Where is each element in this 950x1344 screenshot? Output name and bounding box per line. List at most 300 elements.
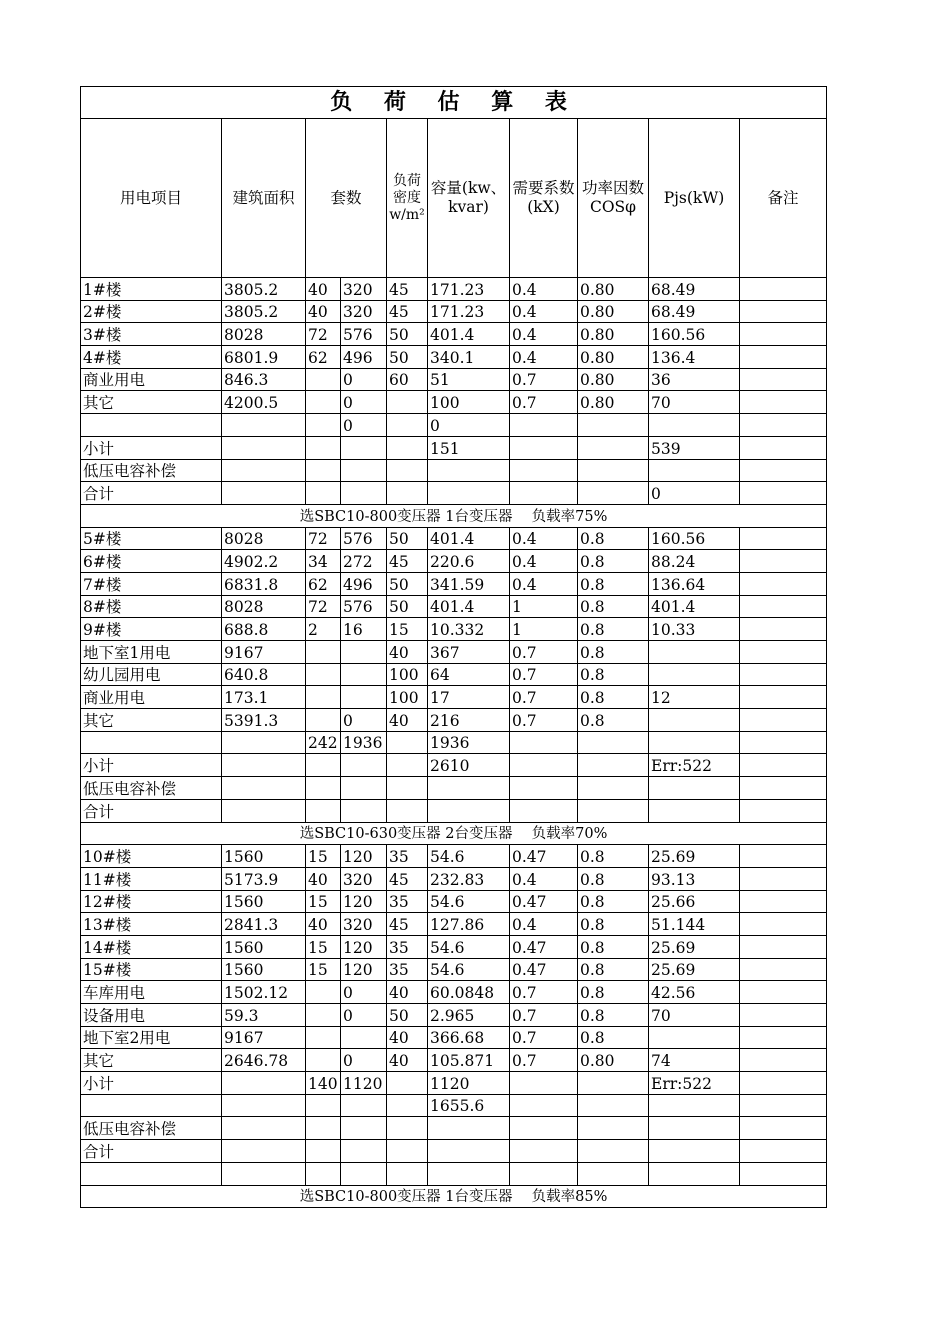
cell-sets-b: 320	[341, 867, 387, 890]
cell-density: 50	[387, 572, 428, 595]
cell-pjs: 68.49	[649, 300, 740, 323]
cell-pjs	[649, 641, 740, 664]
cell-capacity: 401.4	[428, 527, 510, 550]
cell-demand	[510, 754, 578, 777]
cell-demand: 0.47	[510, 958, 578, 981]
cell-sets-a	[306, 1140, 341, 1163]
cell-pf: 0.8	[578, 958, 649, 981]
cell-remark	[740, 1026, 827, 1049]
cell-capacity: 100	[428, 391, 510, 414]
cell-area: 8028	[222, 323, 306, 346]
cell-area: 688.8	[222, 618, 306, 641]
cell-sets-b	[341, 459, 387, 482]
cell-remark	[740, 754, 827, 777]
cell-pf: 0.80	[578, 278, 649, 301]
cell-pf: 0.8	[578, 618, 649, 641]
cell-area: 4200.5	[222, 391, 306, 414]
cell-remark	[740, 550, 827, 573]
cell-sets-a: 15	[306, 845, 341, 868]
cell-pjs: 136.4	[649, 346, 740, 369]
cell-sets-b	[341, 1162, 387, 1185]
cell-remark	[740, 1049, 827, 1072]
cell-capacity: 54.6	[428, 890, 510, 913]
cell-remark	[740, 686, 827, 709]
cell-sets-a: 40	[306, 278, 341, 301]
cell-item: 商业用电	[81, 686, 222, 709]
cell-density	[387, 1117, 428, 1140]
cell-remark	[740, 368, 827, 391]
cell-demand: 0.7	[510, 391, 578, 414]
cell-sets-a: 40	[306, 300, 341, 323]
cell-density: 45	[387, 913, 428, 936]
cell-sets-b: 496	[341, 572, 387, 595]
cell-item: 合计	[81, 1140, 222, 1163]
cell-pjs	[649, 1026, 740, 1049]
table-row	[81, 1140, 827, 1163]
cell-item: 8#楼	[81, 595, 222, 618]
table-row	[81, 1162, 827, 1185]
cell-capacity: 216	[428, 709, 510, 732]
cell-item	[81, 414, 222, 437]
cell-capacity: 2610	[428, 754, 510, 777]
cell-pjs: 42.56	[649, 981, 740, 1004]
table-row	[81, 754, 827, 777]
cell-capacity: 54.6	[428, 845, 510, 868]
cell-remark	[740, 1072, 827, 1095]
transformer-summary: 选SBC10-800变压器 1台变压器 负载率85%	[81, 1185, 827, 1208]
cell-capacity	[428, 799, 510, 822]
cell-density: 50	[387, 346, 428, 369]
cell-pf: 0.8	[578, 527, 649, 550]
table-row	[81, 323, 827, 346]
cell-pjs: 70	[649, 391, 740, 414]
cell-demand	[510, 436, 578, 459]
cell-demand: 0.47	[510, 890, 578, 913]
cell-sets-b	[341, 1140, 387, 1163]
cell-item: 车库用电	[81, 981, 222, 1004]
cell-density: 40	[387, 641, 428, 664]
cell-sets-b	[341, 799, 387, 822]
cell-pf	[578, 482, 649, 505]
cell-sets-a	[306, 686, 341, 709]
cell-demand: 0.4	[510, 550, 578, 573]
cell-capacity: 64	[428, 663, 510, 686]
cell-sets-b: 120	[341, 935, 387, 958]
cell-sets-a	[306, 391, 341, 414]
transformer-summary-row	[81, 504, 827, 527]
cell-area: 1560	[222, 845, 306, 868]
cell-capacity: 171.23	[428, 300, 510, 323]
header-pf: 功率因数COSφ	[578, 119, 649, 278]
cell-capacity: 366.68	[428, 1026, 510, 1049]
cell-sets-a	[306, 1004, 341, 1027]
cell-demand: 0.7	[510, 709, 578, 732]
cell-item: 14#楼	[81, 935, 222, 958]
cell-sets-a	[306, 709, 341, 732]
cell-pf: 0.8	[578, 686, 649, 709]
header-density: 负荷密度w/m²	[387, 119, 428, 278]
table-row	[81, 346, 827, 369]
cell-area	[222, 1117, 306, 1140]
cell-item: 11#楼	[81, 867, 222, 890]
cell-sets-a: 242	[306, 731, 341, 754]
cell-demand	[510, 799, 578, 822]
header-sets: 套数	[306, 119, 387, 278]
cell-area: 5173.9	[222, 867, 306, 890]
cell-density	[387, 436, 428, 459]
cell-remark	[740, 641, 827, 664]
cell-item: 其它	[81, 709, 222, 732]
cell-pf: 0.8	[578, 572, 649, 595]
cell-item: 9#楼	[81, 618, 222, 641]
cell-remark	[740, 278, 827, 301]
cell-demand: 0.4	[510, 867, 578, 890]
cell-capacity: 401.4	[428, 323, 510, 346]
cell-density: 35	[387, 958, 428, 981]
cell-pf	[578, 414, 649, 437]
cell-demand	[510, 1162, 578, 1185]
cell-capacity: 151	[428, 436, 510, 459]
cell-demand: 1	[510, 595, 578, 618]
cell-area: 59.3	[222, 1004, 306, 1027]
cell-pjs	[649, 1162, 740, 1185]
cell-area: 846.3	[222, 368, 306, 391]
cell-density: 15	[387, 618, 428, 641]
cell-demand: 0.7	[510, 641, 578, 664]
table-row	[81, 663, 827, 686]
cell-capacity: 171.23	[428, 278, 510, 301]
cell-pjs	[649, 731, 740, 754]
cell-capacity: 127.86	[428, 913, 510, 936]
cell-pf: 0.80	[578, 1049, 649, 1072]
cell-sets-b: 1936	[341, 731, 387, 754]
cell-remark	[740, 958, 827, 981]
cell-sets-b: 0	[341, 368, 387, 391]
cell-sets-b: 576	[341, 323, 387, 346]
load-estimate-table	[80, 86, 827, 1208]
cell-demand: 0.47	[510, 845, 578, 868]
cell-demand: 0.7	[510, 1004, 578, 1027]
cell-density: 45	[387, 300, 428, 323]
table-row	[81, 799, 827, 822]
cell-density	[387, 414, 428, 437]
cell-remark	[740, 1117, 827, 1140]
cell-pjs: 160.56	[649, 323, 740, 346]
cell-item	[81, 1162, 222, 1185]
cell-item	[81, 731, 222, 754]
cell-pjs: Err:522	[649, 1072, 740, 1095]
cell-sets-a	[306, 981, 341, 1004]
table-row	[81, 1072, 827, 1095]
cell-item: 合计	[81, 482, 222, 505]
cell-pf	[578, 777, 649, 800]
cell-item: 合计	[81, 799, 222, 822]
cell-pf: 0.8	[578, 663, 649, 686]
cell-density	[387, 1140, 428, 1163]
cell-pjs: 12	[649, 686, 740, 709]
cell-sets-a	[306, 368, 341, 391]
cell-sets-b	[341, 686, 387, 709]
cell-area: 173.1	[222, 686, 306, 709]
cell-pjs: 88.24	[649, 550, 740, 573]
cell-pf	[578, 1140, 649, 1163]
cell-density: 40	[387, 981, 428, 1004]
table-row	[81, 1117, 827, 1140]
cell-remark	[740, 799, 827, 822]
cell-sets-a	[306, 1117, 341, 1140]
cell-pf	[578, 1162, 649, 1185]
cell-capacity: 2.965	[428, 1004, 510, 1027]
cell-sets-a	[306, 459, 341, 482]
cell-sets-a	[306, 799, 341, 822]
cell-pf: 0.8	[578, 890, 649, 913]
cell-pf: 0.8	[578, 709, 649, 732]
cell-sets-a	[306, 777, 341, 800]
cell-area: 9167	[222, 641, 306, 664]
cell-remark	[740, 777, 827, 800]
cell-pjs	[649, 663, 740, 686]
cell-area: 1560	[222, 890, 306, 913]
cell-capacity: 341.59	[428, 572, 510, 595]
cell-item: 小计	[81, 436, 222, 459]
cell-sets-b: 16	[341, 618, 387, 641]
cell-pjs: 36	[649, 368, 740, 391]
cell-density	[387, 1072, 428, 1095]
table-row	[81, 709, 827, 732]
header-pjs: Pjs(kW)	[649, 119, 740, 278]
cell-capacity: 17	[428, 686, 510, 709]
cell-sets-b	[341, 1117, 387, 1140]
cell-item: 10#楼	[81, 845, 222, 868]
cell-pf: 0.80	[578, 323, 649, 346]
cell-item: 2#楼	[81, 300, 222, 323]
cell-demand	[510, 482, 578, 505]
table-row	[81, 618, 827, 641]
cell-density	[387, 482, 428, 505]
cell-sets-a	[306, 663, 341, 686]
table-row	[81, 981, 827, 1004]
cell-density: 100	[387, 686, 428, 709]
cell-pf: 0.8	[578, 935, 649, 958]
cell-remark	[740, 890, 827, 913]
cell-pf: 0.8	[578, 867, 649, 890]
cell-area	[222, 459, 306, 482]
cell-sets-b	[341, 1026, 387, 1049]
cell-pjs: 25.69	[649, 958, 740, 981]
cell-area: 1502.12	[222, 981, 306, 1004]
cell-pjs: 68.49	[649, 278, 740, 301]
table-row	[81, 436, 827, 459]
cell-sets-a: 15	[306, 935, 341, 958]
cell-sets-b: 320	[341, 278, 387, 301]
cell-demand: 0.4	[510, 300, 578, 323]
table-row	[81, 1026, 827, 1049]
cell-sets-b	[341, 754, 387, 777]
cell-demand	[510, 414, 578, 437]
cell-item: 4#楼	[81, 346, 222, 369]
cell-capacity: 51	[428, 368, 510, 391]
cell-remark	[740, 731, 827, 754]
cell-density: 40	[387, 1026, 428, 1049]
cell-capacity	[428, 459, 510, 482]
cell-sets-a	[306, 1094, 341, 1117]
cell-pjs: 93.13	[649, 867, 740, 890]
cell-density	[387, 799, 428, 822]
table-row	[81, 414, 827, 437]
cell-demand: 0.7	[510, 981, 578, 1004]
cell-area: 2646.78	[222, 1049, 306, 1072]
cell-pf: 0.8	[578, 1026, 649, 1049]
cell-item: 设备用电	[81, 1004, 222, 1027]
cell-capacity: 1655.6	[428, 1094, 510, 1117]
cell-demand	[510, 1094, 578, 1117]
cell-area: 8028	[222, 595, 306, 618]
cell-demand: 0.7	[510, 368, 578, 391]
cell-pjs: 51.144	[649, 913, 740, 936]
transformer-summary: 选SBC10-630变压器 2台变压器 负载率70%	[81, 822, 827, 845]
cell-sets-b: 576	[341, 527, 387, 550]
cell-pf	[578, 459, 649, 482]
cell-item: 低压电容补偿	[81, 777, 222, 800]
cell-sets-a	[306, 1026, 341, 1049]
cell-sets-b	[341, 436, 387, 459]
cell-pf: 0.8	[578, 641, 649, 664]
cell-item: 15#楼	[81, 958, 222, 981]
cell-item: 12#楼	[81, 890, 222, 913]
cell-item: 低压电容补偿	[81, 1117, 222, 1140]
cell-demand: 0.4	[510, 323, 578, 346]
cell-pjs	[649, 414, 740, 437]
cell-capacity	[428, 777, 510, 800]
table-row	[81, 867, 827, 890]
cell-density: 50	[387, 527, 428, 550]
cell-sets-a	[306, 414, 341, 437]
cell-sets-a: 62	[306, 572, 341, 595]
cell-remark	[740, 935, 827, 958]
cell-demand: 0.7	[510, 686, 578, 709]
table-row	[81, 300, 827, 323]
cell-pjs: Err:522	[649, 754, 740, 777]
cell-pf: 0.80	[578, 391, 649, 414]
cell-area: 3805.2	[222, 278, 306, 301]
table-row	[81, 572, 827, 595]
cell-capacity: 367	[428, 641, 510, 664]
cell-demand: 0.4	[510, 346, 578, 369]
cell-sets-b: 120	[341, 845, 387, 868]
cell-pf: 0.80	[578, 368, 649, 391]
cell-sets-a: 72	[306, 527, 341, 550]
cell-density: 40	[387, 1049, 428, 1072]
cell-sets-b: 0	[341, 1049, 387, 1072]
cell-demand	[510, 731, 578, 754]
cell-remark	[740, 618, 827, 641]
cell-sets-a	[306, 641, 341, 664]
cell-demand: 0.7	[510, 1026, 578, 1049]
cell-sets-b	[341, 641, 387, 664]
cell-pf: 0.80	[578, 346, 649, 369]
cell-pjs: 0	[649, 482, 740, 505]
cell-pf	[578, 754, 649, 777]
cell-demand	[510, 459, 578, 482]
cell-density: 40	[387, 709, 428, 732]
cell-remark	[740, 595, 827, 618]
cell-pf	[578, 799, 649, 822]
cell-sets-b: 120	[341, 890, 387, 913]
cell-pjs: 25.66	[649, 890, 740, 913]
transformer-summary-row	[81, 822, 827, 845]
cell-density: 35	[387, 890, 428, 913]
cell-area	[222, 1072, 306, 1095]
cell-capacity: 220.6	[428, 550, 510, 573]
cell-item: 6#楼	[81, 550, 222, 573]
cell-capacity: 10.332	[428, 618, 510, 641]
transformer-summary-row	[81, 1185, 827, 1208]
cell-density	[387, 1162, 428, 1185]
cell-density: 35	[387, 935, 428, 958]
cell-capacity	[428, 1162, 510, 1185]
cell-sets-b: 576	[341, 595, 387, 618]
cell-density: 50	[387, 323, 428, 346]
cell-remark	[740, 1140, 827, 1163]
cell-pjs	[649, 709, 740, 732]
cell-remark	[740, 436, 827, 459]
cell-pjs: 25.69	[649, 935, 740, 958]
cell-sets-b: 320	[341, 300, 387, 323]
cell-demand: 0.7	[510, 663, 578, 686]
cell-sets-b: 0	[341, 1004, 387, 1027]
cell-capacity: 54.6	[428, 935, 510, 958]
cell-density	[387, 391, 428, 414]
cell-sets-a: 2	[306, 618, 341, 641]
cell-area: 1560	[222, 958, 306, 981]
cell-area	[222, 1162, 306, 1185]
cell-capacity: 1936	[428, 731, 510, 754]
cell-sets-a: 72	[306, 595, 341, 618]
cell-capacity	[428, 482, 510, 505]
table-row	[81, 1049, 827, 1072]
cell-area: 1560	[222, 935, 306, 958]
cell-area	[222, 1140, 306, 1163]
table-row	[81, 1094, 827, 1117]
table-row	[81, 641, 827, 664]
cell-area	[222, 731, 306, 754]
table-row	[81, 958, 827, 981]
cell-demand	[510, 777, 578, 800]
cell-pjs	[649, 799, 740, 822]
cell-demand: 0.4	[510, 278, 578, 301]
cell-remark	[740, 1162, 827, 1185]
cell-item: 13#楼	[81, 913, 222, 936]
table-row	[81, 278, 827, 301]
cell-sets-a: 15	[306, 958, 341, 981]
cell-item: 商业用电	[81, 368, 222, 391]
cell-sets-b	[341, 482, 387, 505]
cell-item: 地下室2用电	[81, 1026, 222, 1049]
cell-area	[222, 754, 306, 777]
cell-capacity: 105.871	[428, 1049, 510, 1072]
cell-demand: 0.4	[510, 913, 578, 936]
header-capacity: 容量(kw、kvar)	[428, 119, 510, 278]
cell-pf	[578, 1117, 649, 1140]
table-row	[81, 777, 827, 800]
cell-item: 5#楼	[81, 527, 222, 550]
cell-sets-b: 120	[341, 958, 387, 981]
cell-pjs: 401.4	[649, 595, 740, 618]
cell-density: 45	[387, 867, 428, 890]
cell-capacity	[428, 1117, 510, 1140]
header-item: 用电项目	[81, 119, 222, 278]
cell-item: 其它	[81, 1049, 222, 1072]
